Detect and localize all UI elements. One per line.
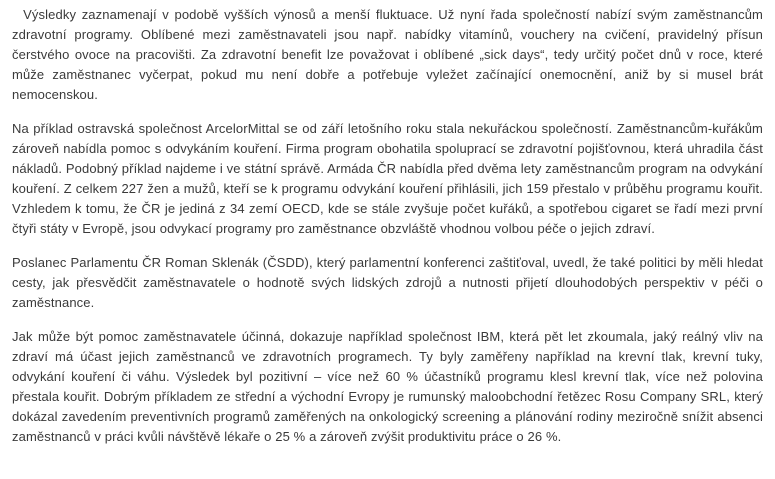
article-paragraph-results: Výsledky zaznamenají v podobě vyšších výnosů a menší fluktuace. Už nyní řada společností nabízí svým zaměstnancům zdravotní programy. Oblíbené mezi zaměstnavateli jsou např. nabídky vitamínů, vouchery na cvičení, pravidelný přísun čerstvého ovoce na pracovišti. Za zdravotní benefit lze považovat i oblíbené „sick days“, tedy určitý počet dnů v roce, které může zaměstnanec vyčerpat, pokud mu není dobře a potřebuje vyležet začínající onemocnění, aniž by si musel brát nemocenskou.	[12, 7, 763, 102]
article-paragraph-ibm: Jak může být pomoc zaměstnavatele účinná, dokazuje například společnost IBM, která pět let zkoumala, jaký reálný vliv na zdraví má účast jejich zaměstnanců ve zdravotních programech. Ty byly zaměřeny například na krevní tlak, krevní tuky, odvykání kouření či váhu. Výsledek byl pozitivní – více než 60 % účastníků programu klesl krevní tlak, více než polovina přestala kouřit. Dobrým příkladem ze střední a východní Evropy je rumunský maloobchodní řetězec Rosu Company SRL, který dokázal zavedením preventivních programů zaměřených na onkologický screening a plánování rodiny meziročně snížit absenci zaměstnanců v práci kvůli návštěvě lékaře o 25 % a zároveň zvýšit produktivitu práce o 26 %.	[12, 329, 763, 444]
article-paragraph-parliament: Poslanec Parlamentu ČR Roman Sklenák (ČSDD), který parlamentní konferenci zaštiťoval, uvedl, že také politici by měli hledat cesty, jak přesvědčit zaměstnavatele o hodnotě svých lidských zdrojů a nutnosti přijetí dlouhodobých perspektiv v péči o zaměstnance.	[12, 255, 763, 310]
article-paragraph-arcelormittal: Na příklad ostravská společnost ArcelorMittal se od září letošního roku stala nekuřáckou společností. Zaměstnancům-kuřákům zároveň nabídla pomoc s odvykáním kouření. Firma program obohatila spoluprací se zdravotní pojišťovnou, která uhradila část nákladů. Podobný příklad najdeme i ve státní správě. Armáda ČR nabídla před dvěma lety zaměstnancům program na odvykání kouření. Z celkem 227 žen a mužů, kteří se k programu odvykání kouření přihlásili, jich 159 přestalo v průběhu programu kouřit. Vzhledem k tomu, že ČR je jediná z 34 zemí OECD, kde se stále zvyšuje počet kuřáků, a spotřebou cigaret se řadí mezi první čtyři státy v Evropě, jsou odvykací programy pro zaměstnance obzvláště vhodnou volbou péče o jejich zdraví.	[12, 121, 763, 236]
